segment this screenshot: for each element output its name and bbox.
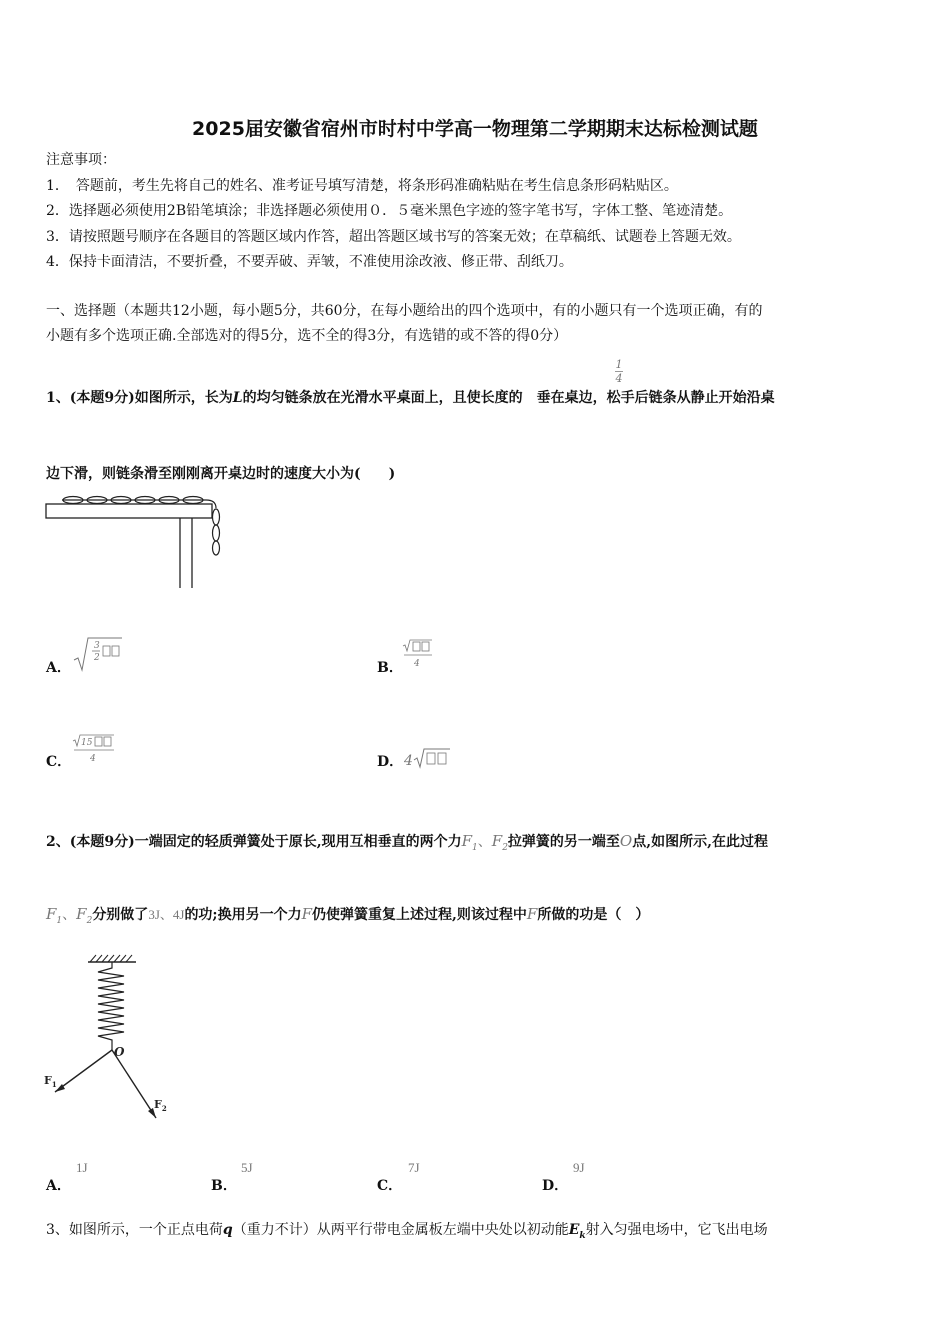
q1-option-b-label: B． [377,660,403,676]
q1-mid: 的均匀链条放在光滑水平桌面上，且使长度的 [242,390,523,406]
q3-ek: E [568,1222,580,1238]
svg-text:4: 4 [90,754,96,764]
f1-arrow-line [55,1050,112,1092]
q2-line2-d: 所做的功是（ ） [537,907,650,923]
notice-item-3: 3．请按照题号顺序在各题目的答题区域内作答，超出答题区域书写的答案无效；在草稿纸、试题卷上答题无效。 [46,229,741,245]
notice-item-4: 4．保持卡面清洁，不要折叠，不要弄破、弄皱，不准使用涂改液、修正带、刮纸刀。 [46,254,573,270]
fig-label-f1 [44,1074,57,1089]
q2-suffix: 点,如图所示,在此过程 [632,834,768,850]
q2-option-c-label: C． [377,1178,403,1194]
q2-sep: 、 [477,834,492,850]
q1-stem-line1 [46,388,775,408]
q1-option-c-expr [72,733,122,769]
q1-frac-num: 1 [615,358,623,371]
q2-line2-b: 的功;换用另一个力 [184,907,302,923]
fig-label-o: O [114,1045,125,1059]
q2-line2-sep: 、 [62,907,77,923]
q1-chain-figure [40,490,240,600]
svg-text:2: 2 [94,653,100,663]
q1-var-l: L [232,390,243,406]
q1-option-d-label: D． [377,754,404,770]
q1-suffix: 垂在桌边，松手后链条从静止开始沿桌 [536,390,775,406]
svg-text:15: 15 [81,738,93,748]
q2-line2-c: 仍使弹簧重复上述过程,则该过程中 [312,907,527,923]
q2-option-c-value: 7J [408,1160,420,1175]
q2-mid: 拉弹簧的另一端至 [507,834,620,850]
q2-line2-a: 分别做了 [92,907,149,923]
q1-option-a-expr [72,636,132,676]
q1-fraction [614,358,624,385]
q3-mid: （重力不计）从两平行带电金属板左端中央处以初动能 [232,1222,569,1238]
q2-spring-figure [40,950,190,1130]
spring-coil [98,962,124,1050]
q2-f1-sub: 1 [472,843,478,853]
q2-force-2: F [526,905,538,923]
q3-stem-line1 [46,1220,768,1246]
q1-frac-den: 4 [615,372,623,385]
section-heading-line2: 小题有多个选项正确.全部选对的得5分，选不全的得3分，有选错的或不答的得0分） [46,328,568,344]
notice-heading: 注意事项： [46,152,116,168]
q2-force: F [301,905,313,923]
q3-ek-sub: k [579,1230,586,1241]
q2-stem-line1 [46,831,768,858]
f2-arrow-line [112,1050,156,1118]
fig-label-f1-text: F [44,1074,52,1087]
q2-option-d-label: D． [542,1178,569,1194]
q1-option-d-expr [404,746,464,772]
fig-label-f1-sub: 1 [51,1080,57,1089]
svg-text:4: 4 [404,753,413,769]
q2-work: 3J、4J [148,907,185,922]
q2-f2: F [491,832,503,850]
fig-label-f2 [154,1098,167,1113]
q1-option-b-expr [402,638,442,674]
q2-option-b-value: 5J [241,1160,253,1175]
q2-option-a-label: A． [46,1178,71,1194]
ceiling-hatch [90,955,132,962]
q2-line2-f1: F [46,905,57,923]
q1-prefix: 1、(本题9分)如图所示，长为 [46,390,233,406]
notice-item-1: 1． 答题前，考生先将自己的姓名、准考证号填写清楚，将条形码准确粘贴在考生信息条形码粘贴区。 [46,178,678,194]
fig-label-f2-sub: 2 [161,1104,167,1113]
q2-line2-f2: F [76,905,87,923]
q2-option-b-label: B． [211,1178,237,1194]
q1-option-c-label: C． [46,754,72,770]
chain-hanging [206,500,220,555]
q1-option-a-label: A． [46,660,71,676]
svg-text:4: 4 [414,659,420,669]
q2-f2-sub: 2 [502,843,508,853]
notice-item-2: 2．选择题必须使用2B铅笔填涂；非选择题必须使用０．５毫米黑色字迹的签字笔书写，字体工整、笔迹清楚。 [46,203,733,219]
q2-point-o: O [619,832,633,850]
q3-q: q [222,1222,233,1238]
q2-stem-line2 [46,904,649,931]
q2-line2-f1-sub: 1 [56,916,63,926]
q2-prefix: 2、(本题9分)一端固定的轻质弹簧处于原长,现用互相垂直的两个力 [46,834,462,850]
q3-suffix: 射入匀强电场中，它飞出电场 [585,1222,768,1238]
svg-text:3: 3 [94,641,100,651]
q2-option-d-value: 9J [573,1160,585,1175]
section-heading-line1: 一、选择题（本题共12小题，每小题5分，共60分，在每小题给出的四个选项中，有的小题只有一个选项正确，有的 [46,303,763,319]
q2-option-a-value: 1J [76,1160,88,1175]
fig-label-f2-text: F [154,1098,162,1111]
q2-line2-f2-sub: 2 [86,916,93,926]
table-top [46,504,212,518]
page-title: 2025届安徽省宿州市时村中学高一物理第二学期期末达标检测试题 [192,118,758,140]
q3-prefix: 3、如图所示，一个正点电荷 [46,1222,223,1238]
q2-f1: F [461,832,473,850]
chain-horizontal [62,497,206,504]
q1-stem-line2: 边下滑，则链条滑至刚刚离开桌边时的速度大小为( ) [46,466,396,482]
